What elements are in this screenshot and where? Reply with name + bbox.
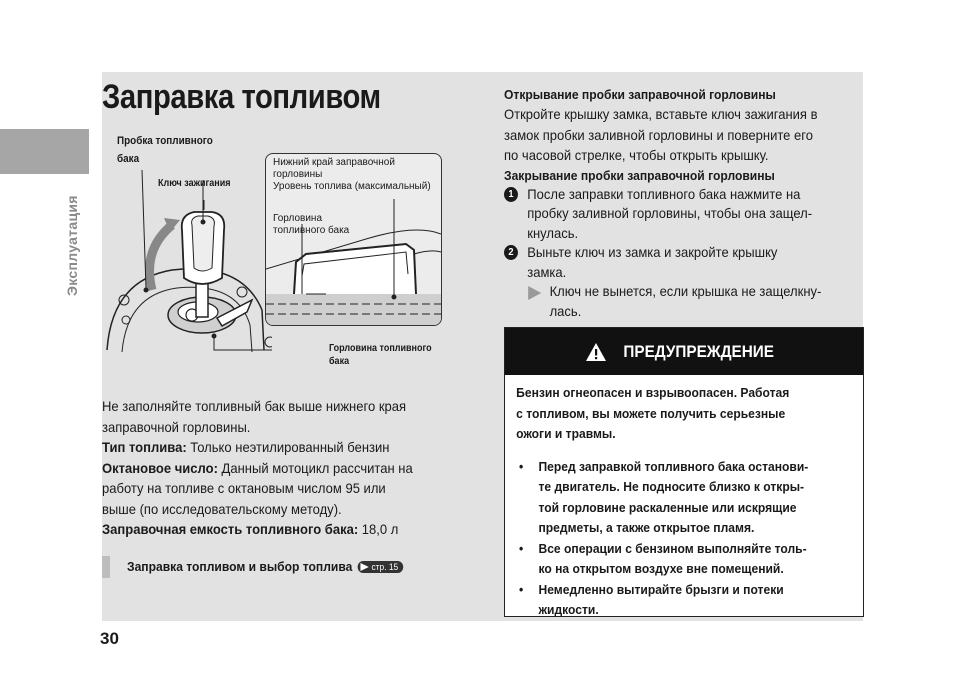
warning-body (505, 375, 860, 621)
page-reference-pill[interactable] (358, 561, 403, 573)
warning-item-2-line-2: ко на открытом воздухе вне помещений. (538, 561, 784, 576)
reference-text: Заправка топливом и выбор топлива (127, 559, 353, 574)
capacity-value: 18,0 л (358, 521, 399, 537)
neck-bottom-label-2: бака (329, 356, 350, 367)
warning-lead-line-3: ожоги и травмы. (516, 426, 616, 441)
intro-line-2: заправочной горловины. (102, 418, 251, 435)
warning-header (505, 328, 863, 375)
warning-lead (516, 383, 860, 445)
neck-bottom-label-1: Горловина топливного (329, 343, 432, 354)
step-2-number: 2 (504, 245, 518, 260)
bullet: • (518, 540, 524, 556)
step-1-number: 1 (504, 187, 518, 202)
reference-link[interactable] (127, 559, 403, 574)
note-triangle-icon (528, 286, 541, 300)
warning-item-1 (516, 457, 860, 539)
inset-lower-edge-1: Нижний край заправочной (273, 157, 395, 168)
octane-row (102, 458, 455, 479)
note-line-1: Ключ не вынется, если крышка не защелкну- (549, 283, 822, 299)
inset-filler-neck-2: топливного бака (273, 225, 350, 236)
warning-item-3-line-1: Немедленно вытирайте брызги и потеки (538, 581, 784, 597)
capacity-label: Заправочная емкость топливного бака: (102, 521, 359, 537)
warning-item-1-line-4: предметы, а также открытое пламя. (538, 520, 755, 535)
open-line-3: по часовой стрелке, чтобы открыть крышку. (504, 147, 769, 163)
step-2-line-1: Выньте ключ из замка и закройте крышку (527, 244, 778, 260)
warning-lead-line-2: с топливом, вы можете получить серьезные (516, 405, 786, 421)
right-column (504, 85, 848, 321)
reference-bar (102, 556, 110, 578)
warning-item-1-line-3: той горловине раскаленные или искрящие (538, 499, 797, 515)
warning-triangle-icon (585, 342, 607, 362)
fuel-type-value: Только неэтилированный бензин (186, 439, 390, 455)
warning-item-2-line-1: Все операции с бензином выполняйте толь- (538, 540, 807, 556)
inset-filler-neck-1: Горловина (273, 213, 323, 224)
note-line-2: лась. (549, 302, 582, 319)
warning-item-2 (516, 539, 860, 580)
inset-lower-edge-2: горловины (273, 169, 323, 180)
capacity-row (102, 519, 455, 540)
octane-line-2: работу на топливе с октановым числом 95 или (102, 480, 386, 496)
filler-cap-label-1: Пробка топливного (117, 135, 213, 147)
step-1 (504, 185, 848, 244)
octane-value-1: Данный мотоцикл рассчитан на (217, 459, 413, 476)
filler-cap-label-2: бака (117, 153, 140, 165)
step-1-line-2: пробку заливной горловины, чтобы она защел- (527, 205, 813, 221)
section-label: Эксплуатация (64, 195, 80, 296)
warning-item-3 (516, 580, 860, 621)
warning-box (504, 327, 864, 617)
warning-lead-line-1: Бензин огнеопасен и взрывоопасен. Работая (516, 385, 790, 400)
section-tab (0, 129, 89, 174)
step-1-line-1: После заправки топливного бака нажмите на (527, 185, 801, 202)
open-line-1: Откройте крышку замка, вставьте ключ зажигания в (504, 106, 818, 122)
page-reference-text: стр. 15 (371, 562, 399, 572)
step-1-line-3: кнулась. (527, 224, 579, 241)
bullet: • (518, 458, 524, 474)
close-heading: Закрывание пробки заправочной горловины (504, 167, 775, 183)
inset-fuel-level: Уровень топлива (максимальный) (273, 181, 431, 192)
warning-title: ПРЕДУПРЕЖДЕНИЕ (623, 341, 775, 361)
page-number: 30 (100, 629, 119, 648)
ignition-key-label: Ключ зажигания (158, 178, 231, 189)
open-line-2: замок пробки заливной горловины и поверните его (504, 126, 813, 143)
fuel-type-label: Тип топлива: (102, 439, 187, 455)
arrow-right-icon (360, 563, 368, 571)
fuel-type-row (102, 437, 455, 458)
page-title: Заправка топливом (102, 78, 381, 116)
warning-item-1-line-1: Перед заправкой топливного бака останови- (538, 458, 809, 474)
bullet: • (518, 581, 524, 597)
warning-item-3-line-2: жидкости. (538, 602, 599, 617)
step-2-line-2: замка. (527, 263, 567, 280)
left-body (102, 396, 455, 540)
octane-line-3: выше (по исследовательскому методу). (102, 500, 342, 517)
octane-label: Октановое число: (102, 459, 218, 476)
warning-item-1-line-2: те двигатель. Не подносите близко к откры- (538, 479, 805, 494)
step-2 (504, 243, 848, 282)
intro-line-1: Не заполняйте топливный бак выше нижнего края (102, 398, 407, 414)
open-heading: Открывание пробки заправочной горловины (504, 87, 776, 102)
note (504, 282, 848, 321)
